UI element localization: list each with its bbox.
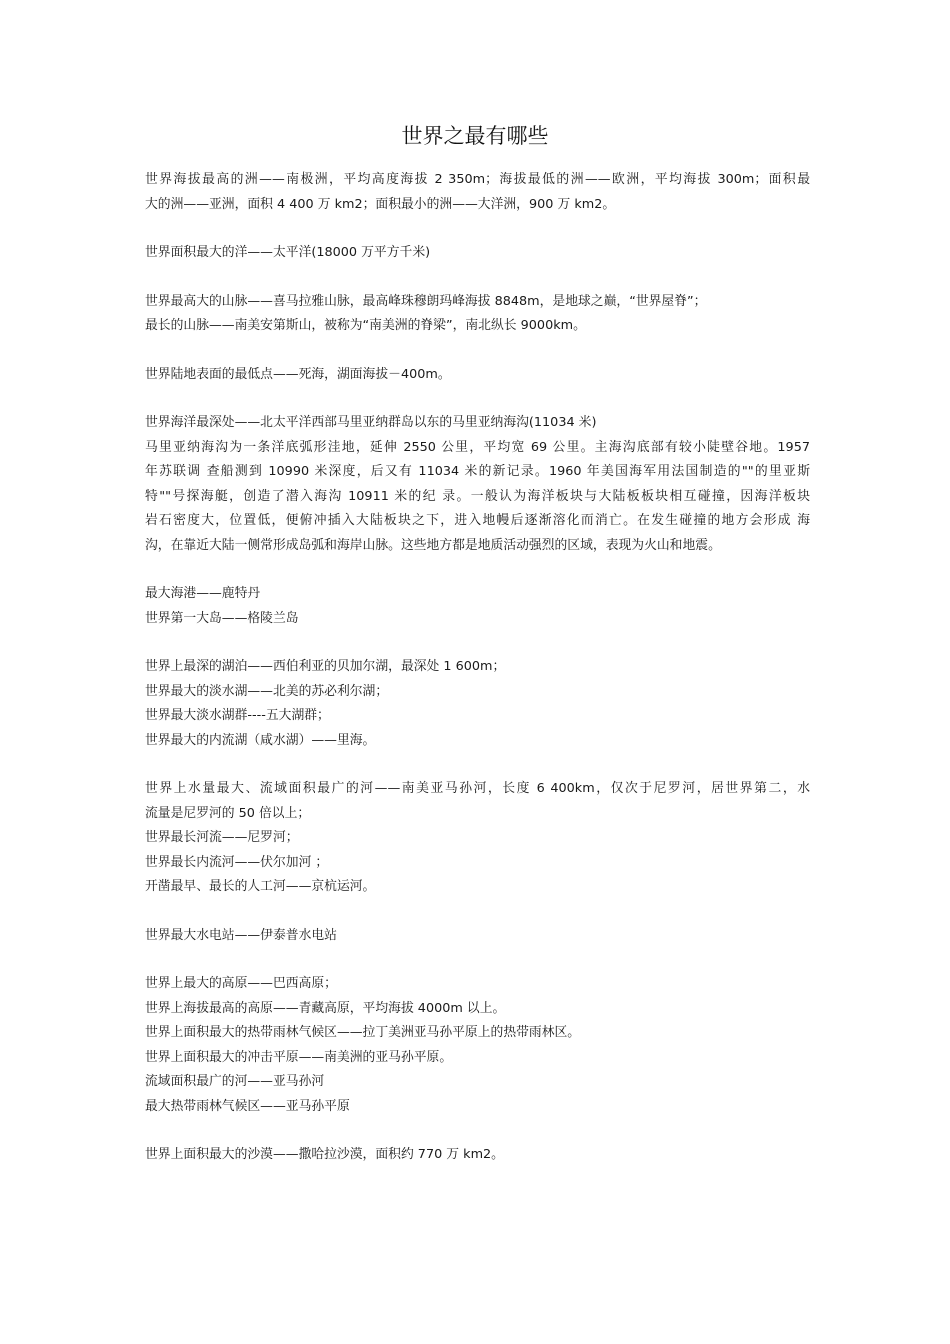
text-line: 世界最大淡水湖群----五大湖群； <box>145 708 330 723</box>
text-line: 沟，在靠近大陆一侧常形成岛弧和海岸山脉。这些地方都是地质活动强烈的区域，表现为火山和地震。 <box>145 537 721 553</box>
text-line: 马里亚纳海沟为一条洋底弧形洼地，延伸 2550 公里，平均宽 69 公里。主海沟底部有较小陡壁谷地。1957 <box>145 439 810 455</box>
text-line: 大的洲——亚洲，面积 4 400 万 km2；面积最小的洲——大洋洲，900 万 km2。 <box>145 196 616 212</box>
text-line: 世界上最深的湖泊——西伯利亚的贝加尔湖，最深处 1 600m； <box>145 659 506 674</box>
document-body <box>145 168 810 1192</box>
text-line: 世界最大的淡水湖——北美的苏必利尔湖； <box>145 683 389 699</box>
text-line: 岩石密度大，位置低，便俯冲插入大陆板块之下，进入地幔后逐渐溶化而消亡。在发生碰撞的地方会形成 海 <box>145 513 810 528</box>
text-line: 世界第一大岛——格陵兰岛 <box>145 610 299 626</box>
paragraph <box>145 168 810 217</box>
text-line: 世界最长内流河——伏尔加河 ； <box>145 854 329 870</box>
text-line: 世界上水量最大、流域面积最广的河——南美亚马孙河，长度 6 400km，仅次于尼罗河，居世界第二，水 <box>145 781 810 796</box>
paragraph <box>145 290 810 339</box>
text-line: 世界上面积最大的冲击平原——南美洲的亚马孙平原。 <box>145 1049 453 1065</box>
text-line: 世界陆地表面的最低点——死海，湖面海拔－400m。 <box>145 366 451 382</box>
paragraph <box>145 241 810 266</box>
text-line: 最长的山脉——南美安第斯山，被称为“南美洲的脊梁”，南北纵长 9000km。 <box>145 318 586 333</box>
text-line: 年苏联调 查船测到 10990 米深度，后又有 11034 米的新记录。1960 年美国海军用法国制造的""的里亚斯 <box>145 464 810 479</box>
paragraph <box>145 777 810 900</box>
text-line: 开凿最早、最长的人工河——京杭运河。 <box>145 879 376 894</box>
text-line: 世界最大的内流湖（咸水湖）——里海。 <box>145 732 376 748</box>
text-line: 世界最长河流——尼罗河； <box>145 830 299 845</box>
text-line: 流域面积最广的河——亚马孙河 <box>145 1074 325 1089</box>
paragraph <box>145 411 810 558</box>
text-line: 世界面积最大的洋——太平洋(18000 万平方千米) <box>145 245 431 260</box>
text-line: 世界最高大的山脉——喜马拉雅山脉，最高峰珠穆朗玛峰海拔 8848m，是地球之巅，“世界屋脊”； <box>145 293 707 309</box>
text-line: 世界上最大的高原——巴西高原； <box>145 976 337 991</box>
text-line: 世界上海拔最高的高原——青藏高原，平均海拔 4000m 以上。 <box>145 1000 506 1016</box>
paragraph <box>145 1143 810 1168</box>
paragraph <box>145 924 810 949</box>
page-title: 世界之最有哪些 <box>401 124 549 148</box>
text-line: 世界海洋最深处——北太平洋西部马里亚纳群岛以东的马里亚纳海沟(11034 米) <box>145 415 597 430</box>
paragraph <box>145 655 810 753</box>
text-line: 最大海港——鹿特丹 <box>145 586 261 601</box>
paragraph <box>145 363 810 388</box>
text-line: 世界上面积最大的热带雨林气候区——拉丁美洲亚马孙平原上的热带雨林区。 <box>145 1025 581 1040</box>
text-line: 世界海拔最高的洲——南极洲，平均高度海拔 2 350m；海拔最低的洲——欧洲，平均海拔 300m；面积最 <box>145 172 810 187</box>
text-line: 特""号探海艇，创造了潜入海沟 10911 米的纪 录。一般认为海洋板块与大陆板板块相互碰撞，因海洋板块 <box>145 488 810 504</box>
text-line: 流量是尼罗河的 50 倍以上； <box>145 805 311 821</box>
text-line: 世界上面积最大的沙漠——撒哈拉沙漠，面积约 770 万 km2。 <box>145 1147 504 1162</box>
paragraph <box>145 582 810 631</box>
text-line: 最大热带雨林气候区——亚马孙平原 <box>145 1098 350 1114</box>
paragraph <box>145 972 810 1119</box>
text-line: 世界最大水电站——伊泰普水电站 <box>145 927 337 943</box>
